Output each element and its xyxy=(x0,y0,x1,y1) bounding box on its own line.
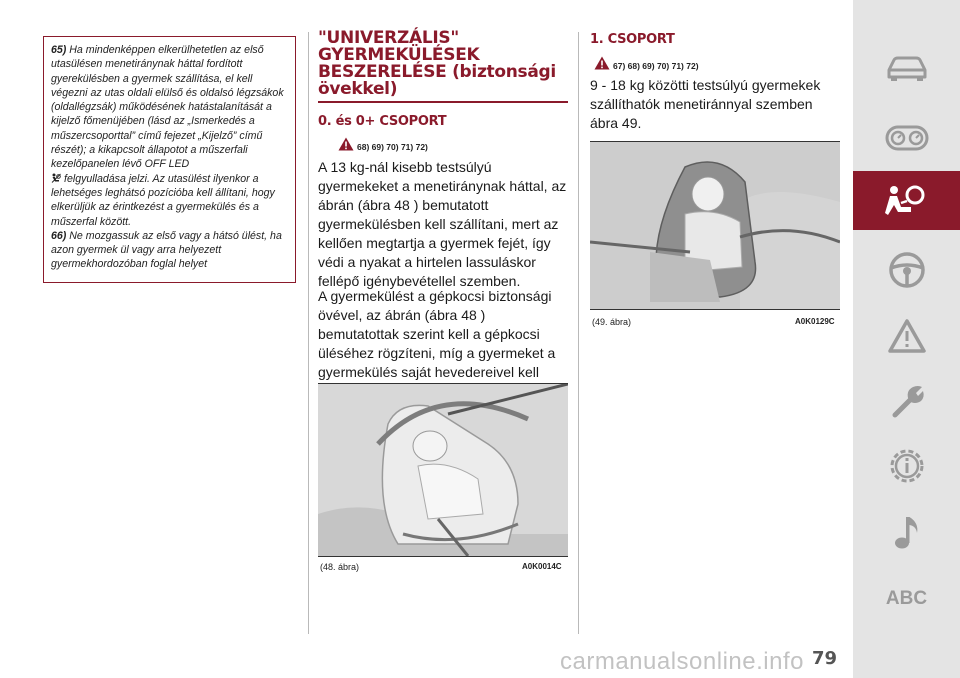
watermark: carmanualsonline.info xyxy=(560,648,804,675)
section-title-line-4: övekkel) xyxy=(318,79,398,99)
music-note-icon xyxy=(889,513,925,553)
sidebar-item-starting[interactable] xyxy=(853,242,960,297)
section-title-line-3: BESZERELÉSE (biztonsági xyxy=(318,62,556,82)
warning-66 xyxy=(51,229,288,272)
figure-49-image xyxy=(590,142,840,309)
sidebar-item-car[interactable] xyxy=(853,40,960,95)
forward-facing-child-seat-illustration xyxy=(590,142,840,309)
warning-65-number: 65) xyxy=(51,44,67,56)
column-divider-right xyxy=(578,32,579,634)
sidebar-item-safety[interactable] xyxy=(853,171,960,230)
sidebar-item-dashboard[interactable] xyxy=(853,110,960,165)
chapter-sidebar xyxy=(853,0,960,678)
warning-box xyxy=(43,36,296,283)
airbag-off-led-icon xyxy=(51,173,61,183)
sidebar-item-index[interactable] xyxy=(853,571,960,626)
page-number: 79 xyxy=(812,648,838,669)
group-1-paragraph-1: 9 - 18 kg közötti testsúlyú gyermekek szállíthatók menetiránnyal szemben ábra 49. xyxy=(590,77,821,131)
section-title-underline xyxy=(318,101,568,103)
warning-65-text: Ha mindenképpen elkerülhetetlen az első utasülésen menetiránynak háttal fordított gyerekülésben a gyermek szállítása, el kell végezni az utas oldali elülső és oldalsó légzsákok (oldallégzsák) működésének hatástalanítását a kijelző főmenüjében (lásd az „Ismerkedés a műszercsoporttal” című fejezet „Kijelző” című részét); a kikapcsolt állapotot a műszerfali kezelőpanelen lévő OFF LED xyxy=(51,44,284,171)
group-0-paragraph-2: A gyermekülést a gépkocsi biztonsági övével, az ábrán (ábra 48 ) bemutatottak szerint kell a gépkocsi üléséhez rögzíteni, míg a gyermeket a gyermekülés saját hevedereivel kell xyxy=(318,288,556,380)
dashboard-gauges-icon xyxy=(885,124,929,152)
group-0-title: 0. és 0+ CSOPORT xyxy=(318,114,447,129)
wrench-icon xyxy=(887,381,927,421)
airbag-seat-icon xyxy=(885,183,929,219)
figure-48-caption: (48. ábra) xyxy=(320,562,360,572)
group-0-refs: 68) 69) 70) 71) 72) xyxy=(357,142,428,152)
steering-wheel-icon xyxy=(887,250,927,290)
sidebar-item-technical-data[interactable] xyxy=(853,438,960,493)
gear-info-icon xyxy=(885,444,929,488)
figure-48-code: A0K0014C xyxy=(522,562,562,571)
warning-66-number: 66) xyxy=(51,229,67,242)
column-divider-left xyxy=(308,32,309,634)
sidebar-item-multimedia[interactable] xyxy=(853,505,960,560)
warning-triangle-icon xyxy=(594,56,610,70)
figure-49-bottom-rule xyxy=(590,309,840,310)
group-1-title: 1. CSOPORT xyxy=(590,32,675,47)
group-0-paragraph-1: A 13 kg-nál kisebb testsúlyú gyermekeket a menetiránynak háttal, az ábrán (ábra 48 ) bemutatott gyermekülésben kell szállítani, mert az kellően megtartja a gyermek fejét, így védi a nyakat a hirtelen lassuláskor fellépő igénybevétellel szemben. xyxy=(318,159,567,289)
warning-triangle-icon xyxy=(887,318,927,354)
figure-48-bottom-rule xyxy=(318,556,568,557)
figure-48-image xyxy=(318,384,568,556)
group-1-refs: 67) 68) 69) 70) 71) 72) xyxy=(613,61,699,71)
sidebar-item-emergency[interactable] xyxy=(853,308,960,363)
warning-65-text-2: felgyulladása jelzi. Az utasülést ilyenkor a lehetséges leghátsó pozícióba kell állítani, hogy elkerüljük az érintkezést a gyermekülés és a műszerfal között. xyxy=(51,172,275,228)
section-title-line-2: GYERMEKÜLÉSEK xyxy=(318,45,480,65)
sidebar-item-maintenance[interactable] xyxy=(853,373,960,428)
figure-49-code: A0K0129C xyxy=(795,317,835,326)
warning-triangle-icon xyxy=(338,137,354,151)
section-title-line-1: "UNIVERZÁLIS" xyxy=(318,28,459,48)
warning-66-text: Ne mozgassuk az első vagy a hátsó ülést, ha azon gyermek ül vagy arra helyezett gyermekhordozóban foglal helyet xyxy=(51,229,282,271)
section-title xyxy=(318,30,568,98)
sidebar-abc-label: ABC xyxy=(885,587,928,609)
car-icon xyxy=(885,54,929,82)
rear-facing-child-seat-illustration xyxy=(318,384,568,556)
figure-49-caption: (49. ábra) xyxy=(592,317,632,327)
warning-65 xyxy=(51,43,288,229)
